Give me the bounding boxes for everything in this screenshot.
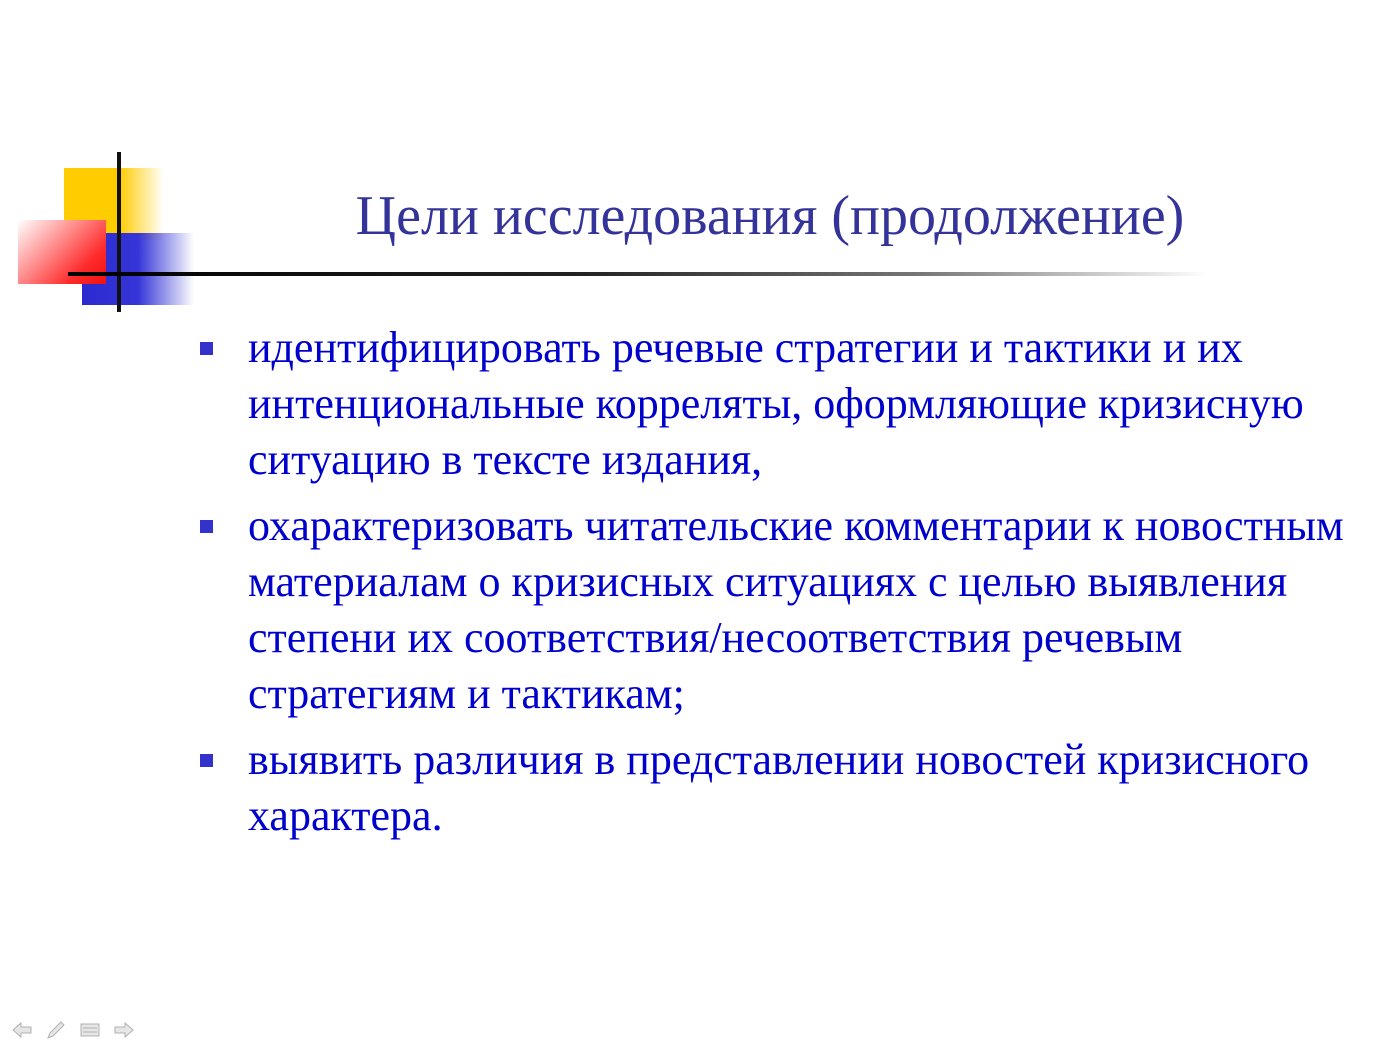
title-underline — [68, 272, 1208, 276]
arrow-left-icon[interactable] — [10, 1018, 34, 1042]
bullet-text: идентифицировать речевые стратегии и тактики и их интенциональные корреляты, оформляющие кризисную ситуацию в тексте издания, — [248, 323, 1304, 484]
square-bullet-icon — [200, 754, 213, 767]
bullet-item — [196, 498, 1366, 722]
slide-title: Цели исследования (продолжение) — [355, 185, 1185, 247]
square-bullet-icon — [200, 520, 213, 533]
slideshow-nav — [10, 1018, 136, 1042]
bullet-text: выявить различия в представлении новостей кризисного характера. — [248, 735, 1310, 840]
square-bullet-icon — [200, 342, 213, 355]
bullet-item — [196, 320, 1366, 488]
bullet-item — [196, 732, 1366, 844]
bullet-list — [196, 320, 1366, 854]
arrow-right-icon[interactable] — [112, 1018, 136, 1042]
pen-icon[interactable] — [44, 1018, 68, 1042]
decoration-vertical-line — [117, 152, 121, 312]
bullet-text: охарактеризовать читательские комментарии к новостным материалам о кризисных ситуациях с целью выявления степени их соответствия/несоответствия речевым стратегиям и тактикам; — [248, 501, 1344, 718]
menu-icon[interactable] — [78, 1018, 102, 1042]
